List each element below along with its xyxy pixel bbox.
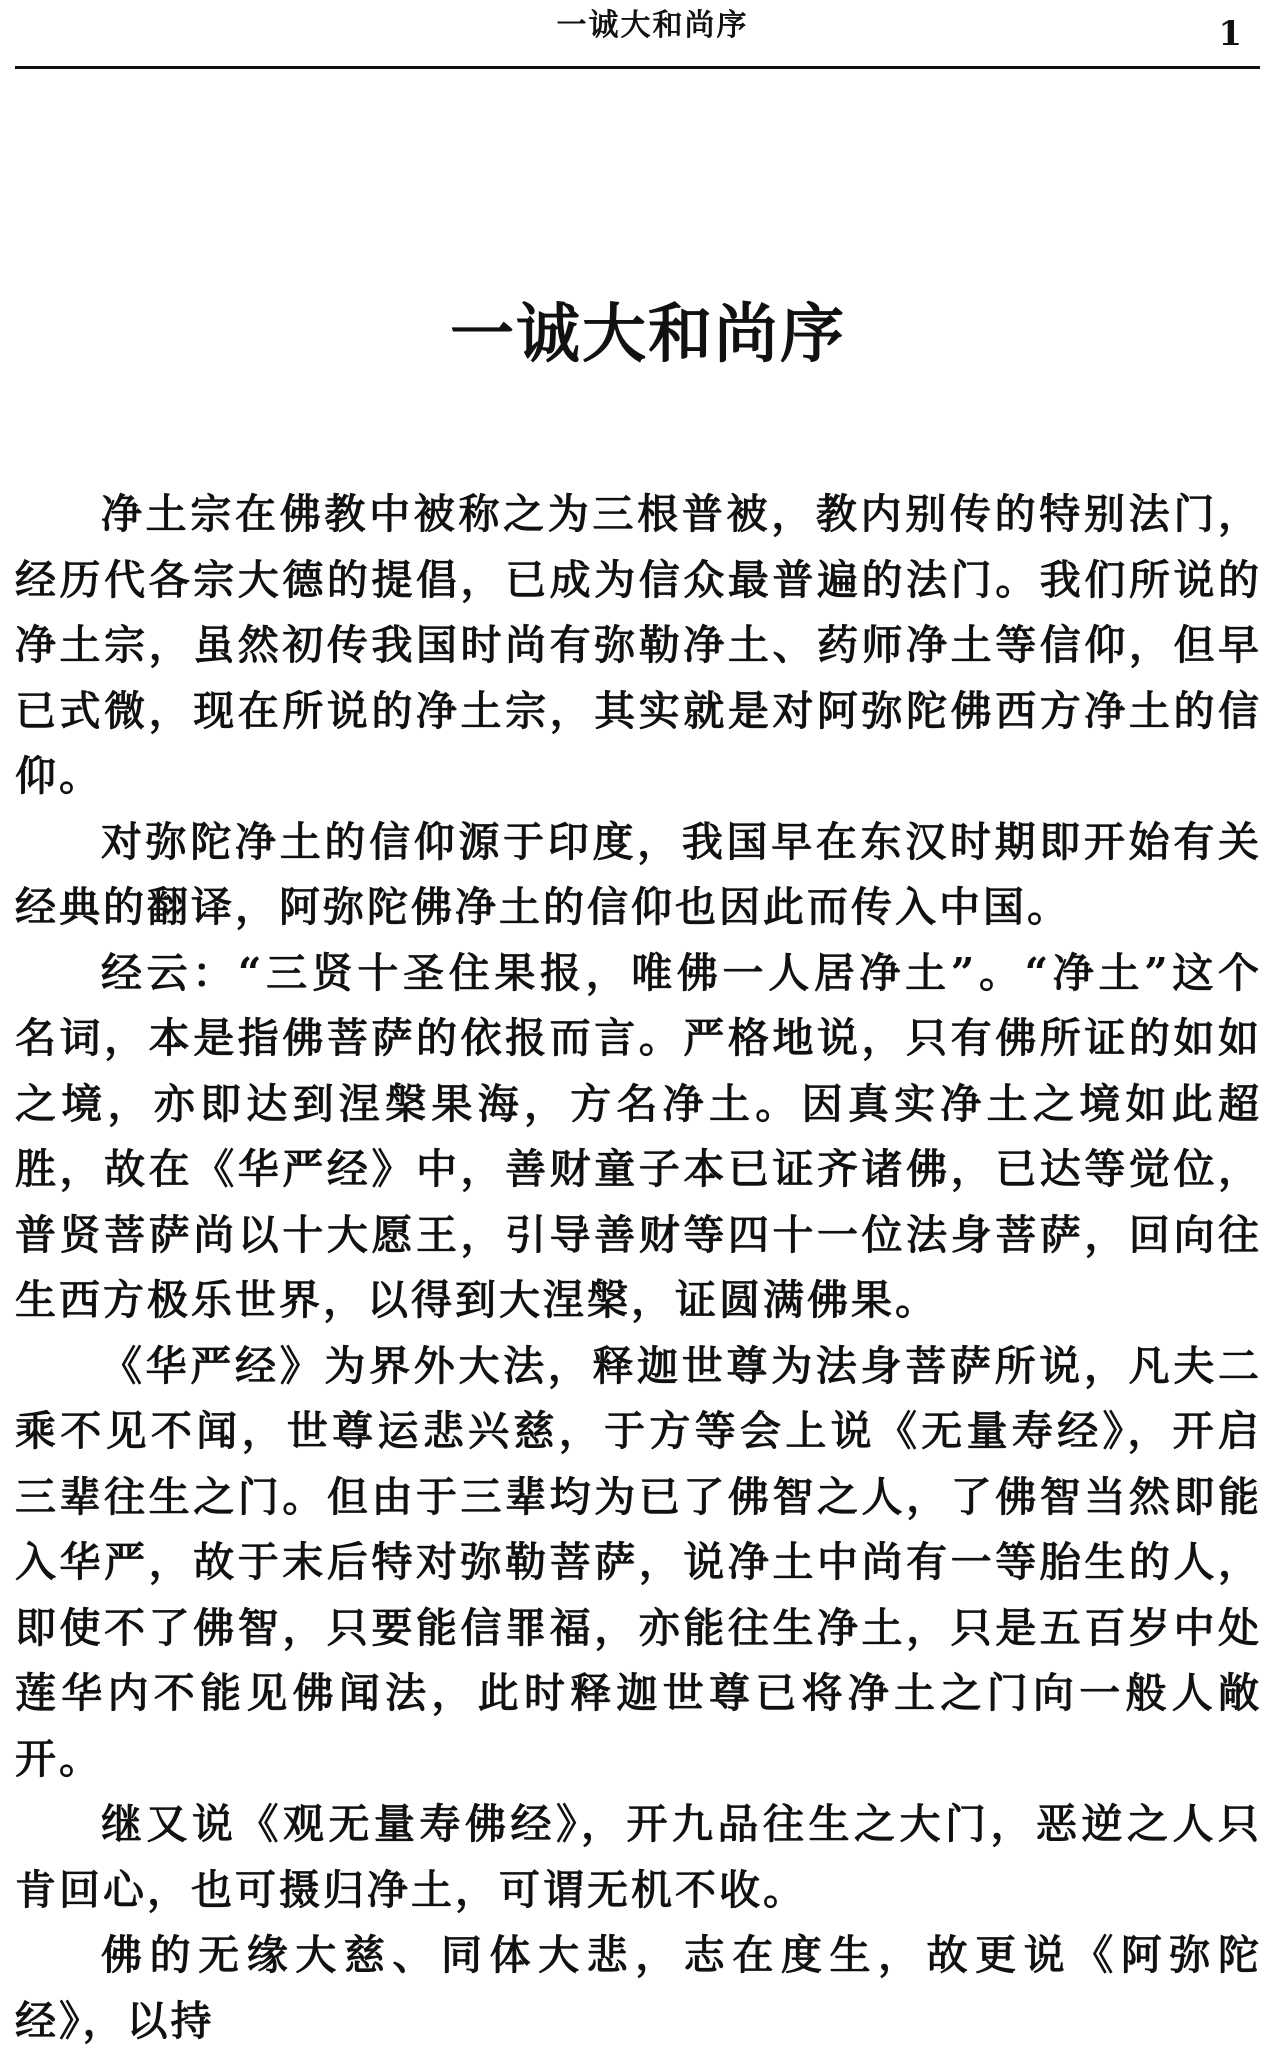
body-text <box>15 482 1262 2054</box>
running-header <box>15 0 1260 69</box>
paragraph: 继又说《观无量寿佛经》，开九品往生之大门，恶逆之人只肯回心，也可摄归净土，可谓无机不收。 <box>15 1800 1262 1914</box>
paragraph: 净土宗在佛教中被称之为三根普被，教内别传的特别法门，经历代各宗大德的提倡，已成为信众最普遍的法门。我们所说的净土宗，虽然初传我国时尚有弥勒净土、药师净土等信仰，但早已式微，现在所说的净土宗，其实就是对阿弥陀佛西方净土的信仰。 <box>15 490 1262 800</box>
paragraph: 佛的无缘大慈、同体大悲，志在度生，故更说《阿弥陀经》，以持 <box>15 1931 1262 2045</box>
chapter-title: 一诚大和尚序 <box>450 297 846 372</box>
page-number: 1 <box>1218 14 1242 54</box>
paragraph: 经云：“三贤十圣住果报，唯佛一人居净土”。“净土”这个名词，本是指佛菩萨的依报而言。严格地说，只有佛所证的如如之境，亦即达到涅槃果海，方名净土。因真实净土之境如此超胜，故在《华严经》中，善财童子本已证齐诸佛，已达等觉位，普贤菩萨尚以十大愿王，引导善财等四十一位法身菩萨，回向往生西方极乐世界，以得到大涅槃，证圆满佛果。 <box>15 948 1262 1324</box>
running-title: 一诚大和尚序 <box>556 8 749 43</box>
paragraph: 《华严经》为界外大法，释迦世尊为法身菩萨所说，凡夫二乘不见不闻，世尊运悲兴慈，于方等会上说《无量寿经》，开启三辈往生之门。但由于三辈均为已了佛智之人，了佛智当然即能入华严，故于末后特对弥勒菩萨，说净土中尚有一等胎生的人，即使不了佛智，只要能信罪福，亦能往生净土，只是五百岁中处莲华内不能见佛闻法，此时释迦世尊已将净土之门向一般人敞开。 <box>15 1341 1262 1783</box>
paragraph: 对弥陀净土的信仰源于印度，我国早在东汉时期即开始有关经典的翻译，阿弥陀佛净土的信仰也因此而传入中国。 <box>15 817 1262 931</box>
